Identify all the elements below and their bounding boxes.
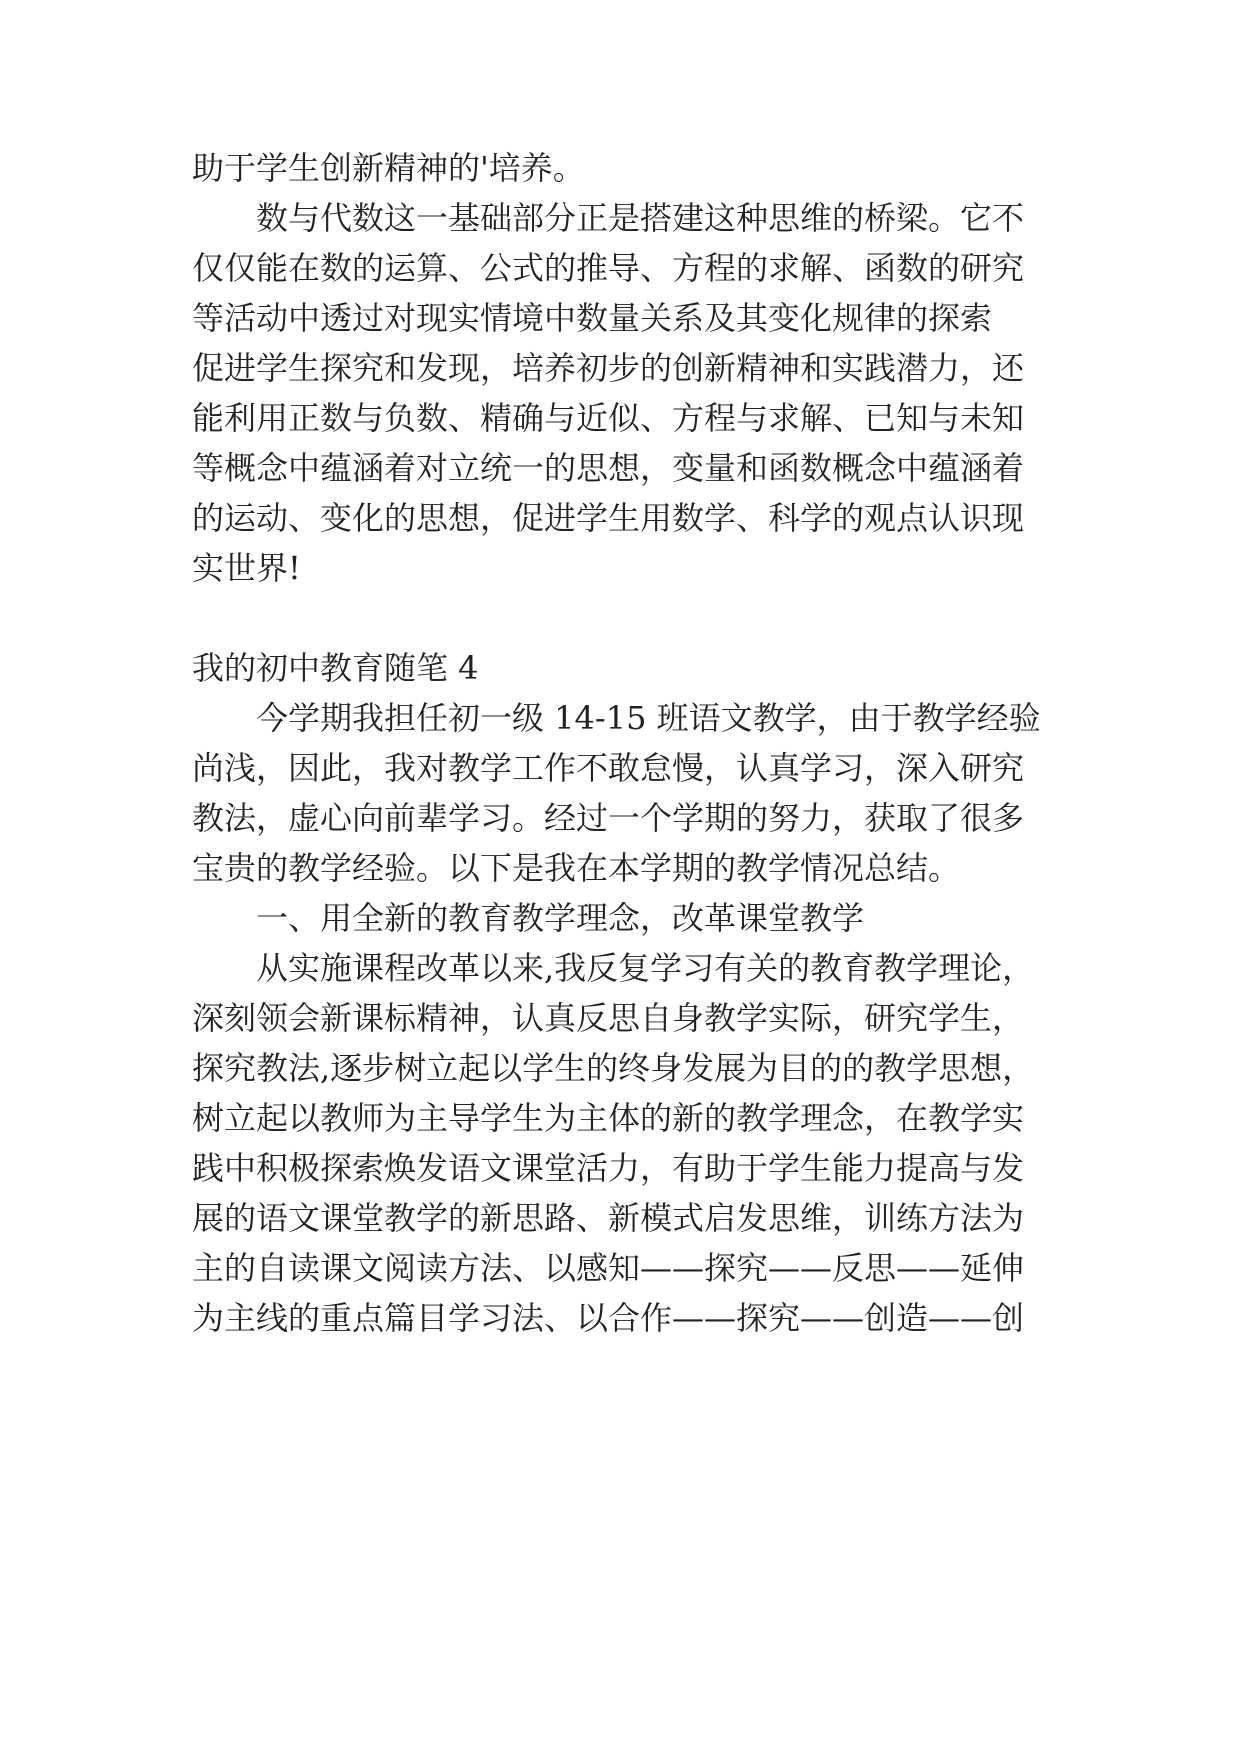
subsection-heading: 一、用全新的教育教学理念，改革课堂教学 xyxy=(256,899,865,937)
paragraph-line: 为主线的重点篇目学习法、以合作——探究——创造——创 xyxy=(192,1299,1025,1337)
paragraph-line: 的运动、变化的思想，促进学生用数学、科学的观点认识现 xyxy=(192,499,1025,537)
paragraph-line: 实世界! xyxy=(192,549,301,587)
paragraph-line: 从实施课程改革以来,我反复学习有关的教育教学理论， xyxy=(256,949,1035,987)
paragraph-line: 展的语文课堂教学的新思路、新模式启发思维，训练方法为 xyxy=(192,1199,1025,1237)
paragraph-line: 促进学生探究和发现，培养初步的创新精神和实践潜力，还 xyxy=(192,349,1025,387)
paragraph-line: 宝贵的教学经验。以下是我在本学期的教学情况总结。 xyxy=(192,849,961,887)
paragraph-line: 等活动中透过对现实情境中数量关系及其变化规律的探索 xyxy=(192,299,993,337)
paragraph-line: 等概念中蕴涵着对立统一的思想，变量和函数概念中蕴涵着 xyxy=(192,449,1025,487)
section-heading: 我的初中教育随笔 4 xyxy=(192,649,479,687)
paragraph-line: 探究教法,逐步树立起以学生的终身发展为目的的教学思想， xyxy=(192,1049,1035,1087)
paragraph-line: 尚浅，因此，我对教学工作不敢怠慢，认真学习，深入研究 xyxy=(192,749,1025,787)
paragraph-line: 教法，虚心向前辈学习。经过一个学期的努力，获取了很多 xyxy=(192,799,1025,837)
paragraph-line: 数与代数这一基础部分正是搭建这种思维的桥梁。它不 xyxy=(256,199,1025,237)
paragraph-line: 树立起以教师为主导学生为主体的新的教学理念，在教学实 xyxy=(192,1099,1025,1137)
paragraph-line: 践中积极探索焕发语文课堂活力，有助于学生能力提高与发 xyxy=(192,1149,1025,1187)
paragraph-line: 仅仅能在数的运算、公式的推导、方程的求解、函数的研究 xyxy=(192,249,1025,287)
paragraph-line: 今学期我担任初一级 14-15 班语文教学，由于教学经验 xyxy=(256,699,1041,737)
paragraph-line: 深刻领会新课标精神，认真反思自身教学实际，研究学生， xyxy=(192,999,1025,1037)
paragraph-line: 助于学生创新精神的'培养。 xyxy=(192,149,585,187)
paragraph-line: 能利用正数与负数、精确与近似、方程与求解、已知与未知 xyxy=(192,399,1025,437)
paragraph-line: 主的自读课文阅读方法、以感知——探究——反思——延伸 xyxy=(192,1249,1025,1287)
